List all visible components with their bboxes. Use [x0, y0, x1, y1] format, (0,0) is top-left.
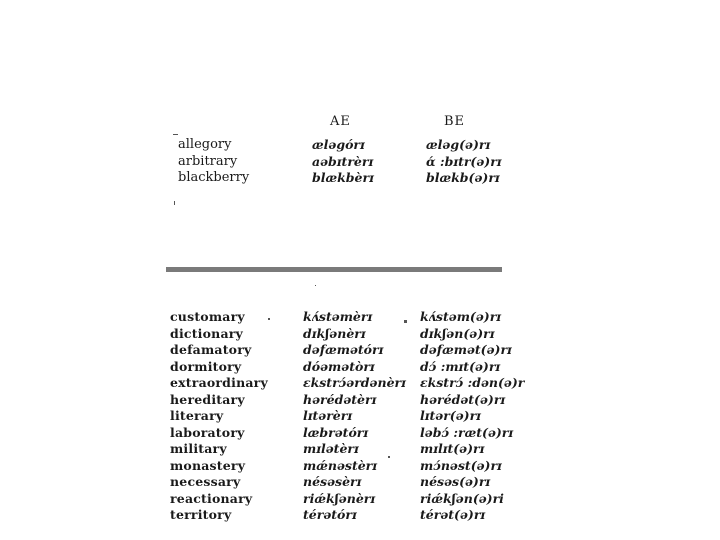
scan-speck [268, 318, 270, 320]
word-military: military [170, 441, 227, 456]
word-necessary: necessary [170, 474, 241, 489]
be-pron: riǽkʃən(ə)ri [420, 490, 504, 506]
word-dictionary: dictionary [170, 325, 243, 341]
word-blackberry: blackberry [178, 170, 250, 185]
ae-pron: kʌ́stəmèrɪ [303, 309, 373, 324]
section-divider [166, 267, 502, 272]
ae-pron: térətórɪ [303, 507, 357, 522]
be-pron: æləg(ə)rɪ [426, 137, 491, 152]
word-territory: territory [170, 507, 232, 522]
word-literary: literary [170, 408, 224, 423]
section1-be-pron [426, 137, 502, 187]
section1-ae-pron [312, 137, 374, 187]
word-arbitrary: arbitrary [178, 153, 238, 169]
ae-pron: aәbɪtrèrɪ [312, 153, 374, 169]
be-pron: dəfæmət(ə)rɪ [420, 342, 512, 357]
ae-pron: lɪtərèrɪ [303, 408, 353, 423]
word-extraordinary: extraordinary [170, 375, 268, 390]
be-pron: mɔ́nəst(ə)rɪ [420, 457, 502, 473]
be-pron: ɑ́ :bɪtr(ə)rɪ [426, 153, 502, 169]
ae-pron: hərédətèrɪ [303, 391, 377, 407]
ae-pron: ælәgórɪ [312, 137, 365, 152]
be-pron: mɪlɪt(ə)rɪ [420, 441, 485, 456]
ae-pron: mǽnəstèrɪ [303, 457, 378, 473]
be-pron: ɛkstrɔ́ :dən(ə)r [420, 375, 525, 390]
ae-pron: læbrətórɪ [303, 424, 369, 440]
ae-pron: riǽkʃənèrɪ [303, 490, 376, 506]
word-customary: customary [170, 309, 245, 324]
ae-pron: blækbèrɪ [312, 170, 374, 185]
word-laboratory: laboratory [170, 424, 245, 440]
section2-words [170, 309, 268, 524]
word-hereditary: hereditary [170, 391, 245, 407]
be-pron: nésəs(ə)rɪ [420, 474, 491, 489]
be-pron: térət(ə)rɪ [420, 507, 486, 522]
ae-pron: dəfæmətórɪ [303, 342, 384, 357]
be-pron: dɪkʃən(ə)rɪ [420, 325, 495, 341]
word-allegory: allegory [178, 137, 232, 152]
ae-pron: ɛkstrɔ́ərdənèrɪ [303, 375, 406, 390]
ae-pron: dɪkʃənèrɪ [303, 325, 366, 341]
ae-pron: mɪlətèrɪ [303, 441, 359, 456]
ae-pron: dóəmətòrɪ [303, 358, 375, 374]
be-pron: lɪtər(ə)rɪ [420, 408, 481, 423]
header-be: BE [444, 114, 466, 129]
scan-speck [173, 134, 178, 135]
word-monastery: monastery [170, 457, 246, 473]
be-pron: dɔ́ :mɪt(ə)rɪ [420, 358, 501, 374]
section1-words [178, 137, 249, 187]
word-dormitory: dormitory [170, 358, 242, 374]
scan-speck [404, 320, 407, 323]
ae-pron: nésəsèrɪ [303, 474, 362, 489]
section2-be-pron [420, 309, 524, 524]
header-ae: AE [330, 114, 351, 129]
be-pron: ləbɔ́ :ræt(ə)rɪ [420, 424, 514, 440]
be-pron: blækb(ə)rɪ [426, 170, 500, 185]
word-reactionary: reactionary [170, 490, 253, 506]
scan-speck [174, 201, 175, 205]
word-defamatory: defamatory [170, 342, 252, 357]
section2-ae-pron [303, 309, 406, 524]
be-pron: kʌ́stəm(ə)rɪ [420, 309, 502, 324]
be-pron: hərédət(ə)rɪ [420, 391, 506, 407]
scan-speck [388, 456, 390, 458]
scan-speck [315, 285, 316, 286]
